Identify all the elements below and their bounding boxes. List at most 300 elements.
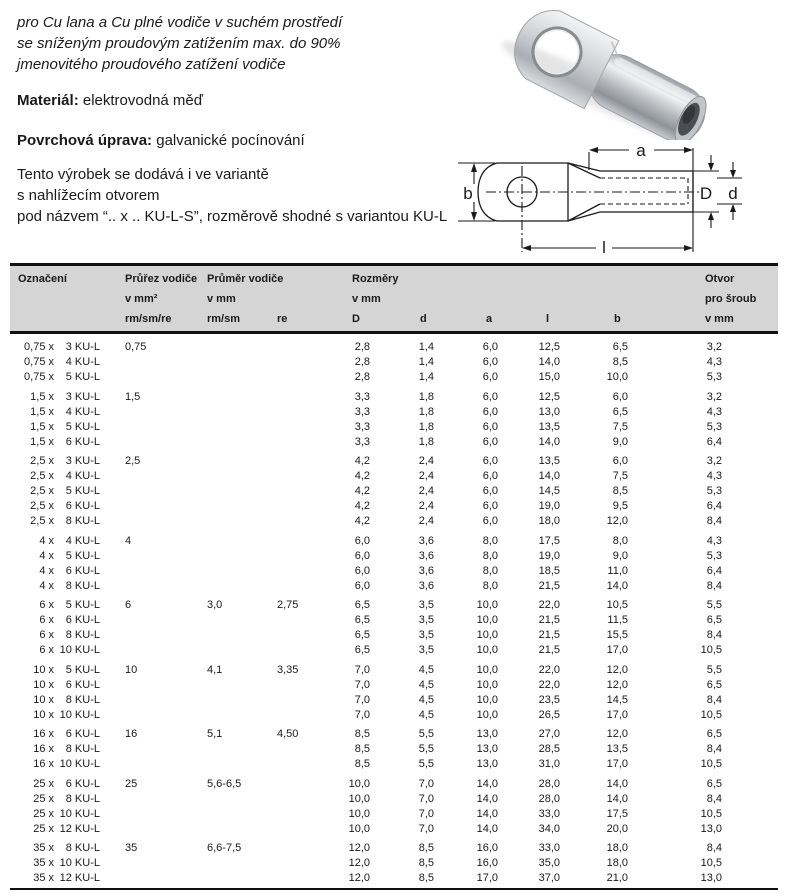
header-prumer-2: v mm xyxy=(207,293,236,305)
surface-value: galvanické pocínování xyxy=(156,132,305,149)
cell-otvor: 10,5 xyxy=(700,644,722,656)
cell-D: 12,0 xyxy=(348,872,370,884)
cell-a: 10,0 xyxy=(476,663,498,676)
table-row xyxy=(10,742,778,757)
cell-size: 6 x xyxy=(39,599,54,611)
cell-size: 4 x xyxy=(39,549,54,562)
table-group xyxy=(10,454,778,529)
cell-rmsm xyxy=(198,435,275,450)
cell-otvor: 6,4 xyxy=(706,435,722,448)
cell-otvor: 6,5 xyxy=(706,614,722,626)
cell-l: 12,5 xyxy=(538,390,560,403)
cell-type: 8 KU-L xyxy=(65,629,100,641)
cell-l: 28,0 xyxy=(538,792,560,805)
cell-prurez: 2,5 xyxy=(125,455,141,467)
cell-a: 10,0 xyxy=(476,644,498,656)
cell-a: 10,0 xyxy=(476,629,498,641)
cell-otvor: 10,5 xyxy=(700,758,722,770)
cell-re: 2,75 xyxy=(277,599,299,611)
cell-D: 12,0 xyxy=(348,842,370,854)
cell-l: 13,5 xyxy=(538,420,560,433)
cell-b: 12,0 xyxy=(606,663,628,676)
cell-a: 13,0 xyxy=(476,728,498,740)
cell-type: 12 KU-L xyxy=(59,822,100,835)
table-row xyxy=(10,340,778,355)
cell-l: 18,0 xyxy=(538,515,560,527)
surface-line xyxy=(17,132,305,149)
cell-size: 35 x xyxy=(33,857,54,869)
cell-prurez xyxy=(100,435,198,450)
cell-b: 20,0 xyxy=(606,822,628,835)
header-dim-b: b xyxy=(614,313,621,325)
table-group xyxy=(10,841,778,886)
cell-prurez xyxy=(100,549,198,564)
cell-prurez xyxy=(100,807,198,822)
cell-d: 1,8 xyxy=(418,435,434,448)
cell-otvor: 10,5 xyxy=(700,857,722,869)
cell-re xyxy=(275,549,330,564)
cell-re xyxy=(275,792,330,807)
cell-type: 10 KU-L xyxy=(59,708,100,721)
table-group xyxy=(10,534,778,594)
cell-l: 18,5 xyxy=(538,564,560,577)
material-label: Materiál: xyxy=(17,92,79,109)
cell-prurez xyxy=(100,742,198,757)
table-row xyxy=(10,390,778,405)
table-group xyxy=(10,598,778,658)
cell-a: 6,0 xyxy=(482,390,498,403)
cell-rmsm xyxy=(198,514,275,529)
material-value: elektrovodná měď xyxy=(82,92,203,109)
cell-prurez xyxy=(100,856,198,871)
cell-a: 6,0 xyxy=(482,341,498,353)
cell-prurez xyxy=(100,643,198,658)
cell-b: 7,5 xyxy=(612,420,628,433)
cell-b: 14,0 xyxy=(606,777,628,790)
cell-l: 13,5 xyxy=(538,455,560,467)
cell-re xyxy=(275,390,330,405)
cell-size: 2,5 x xyxy=(30,500,54,512)
cell-rmsm xyxy=(198,613,275,628)
cell-a: 8,0 xyxy=(482,534,498,547)
cell-size: 10 x xyxy=(33,693,54,706)
table-row xyxy=(10,727,778,742)
cell-otvor: 8,4 xyxy=(706,515,722,527)
cell-size: 0,75 x xyxy=(24,356,54,368)
cell-l: 17,5 xyxy=(538,534,560,547)
cell-d: 4,5 xyxy=(418,663,434,676)
cell-D: 10,0 xyxy=(348,822,370,835)
cell-re xyxy=(275,807,330,822)
cell-D: 6,0 xyxy=(354,549,370,562)
table-row xyxy=(10,757,778,772)
cell-b: 12,0 xyxy=(606,728,628,740)
cell-b: 10,0 xyxy=(606,371,628,383)
cell-d: 3,5 xyxy=(418,629,434,641)
cell-d: 3,5 xyxy=(418,644,434,656)
material-line xyxy=(17,92,203,109)
cell-rmsm: 5,1 xyxy=(207,728,223,740)
cell-type: 8 KU-L xyxy=(65,693,100,706)
cell-d: 8,5 xyxy=(418,872,434,884)
header-rozmery-2: v mm xyxy=(352,293,381,305)
cell-type: 6 KU-L xyxy=(65,728,100,740)
cell-l: 13,0 xyxy=(538,405,560,418)
cell-b: 8,0 xyxy=(612,534,628,547)
cell-type: 6 KU-L xyxy=(65,500,100,512)
cell-size: 10 x xyxy=(33,663,54,676)
cell-b: 6,5 xyxy=(612,341,628,353)
cell-l: 14,0 xyxy=(538,470,560,482)
cell-prurez xyxy=(100,469,198,484)
cell-b: 17,0 xyxy=(606,644,628,656)
cell-size: 10 x xyxy=(33,708,54,721)
cell-a: 6,0 xyxy=(482,500,498,512)
cell-D: 10,0 xyxy=(348,777,370,790)
cell-rmsm: 3,0 xyxy=(207,599,223,611)
header-prumer-3: rm/sm xyxy=(207,313,241,325)
cell-type: 8 KU-L xyxy=(65,579,100,592)
cell-type: 6 KU-L xyxy=(65,614,100,626)
cell-otvor: 6,5 xyxy=(706,728,722,740)
cell-size: 1,5 x xyxy=(30,405,54,418)
table-row xyxy=(10,370,778,385)
cell-otvor: 5,3 xyxy=(706,371,722,383)
cell-rmsm xyxy=(198,340,275,355)
cell-D: 6,0 xyxy=(354,564,370,577)
cell-otvor: 13,0 xyxy=(700,822,722,835)
cell-otvor: 8,4 xyxy=(706,629,722,641)
cell-re xyxy=(275,856,330,871)
cell-D: 7,0 xyxy=(354,663,370,676)
dim-label-l: l xyxy=(602,238,606,257)
cell-otvor: 6,5 xyxy=(706,777,722,790)
variant-line: pod názvem “.. x .. KU-L-S”, rozměrově shodné s variantou KU-L xyxy=(17,208,448,225)
cell-re xyxy=(275,435,330,450)
cell-rmsm xyxy=(198,757,275,772)
cell-otvor: 4,3 xyxy=(706,356,722,368)
cell-type: 3 KU-L xyxy=(65,341,100,353)
cell-D: 4,2 xyxy=(354,515,370,527)
table-body xyxy=(10,337,778,886)
cell-rmsm xyxy=(198,678,275,693)
cell-l: 28,0 xyxy=(538,777,560,790)
cell-prurez xyxy=(100,499,198,514)
cell-a: 8,0 xyxy=(482,549,498,562)
cell-b: 6,5 xyxy=(612,405,628,418)
cell-d: 4,5 xyxy=(418,693,434,706)
cell-otvor: 3,2 xyxy=(706,341,722,353)
cell-b: 21,0 xyxy=(606,872,628,884)
cell-a: 17,0 xyxy=(476,872,498,884)
cell-size: 1,5 x xyxy=(30,390,54,403)
cell-d: 3,6 xyxy=(418,549,434,562)
cell-type: 3 KU-L xyxy=(65,455,100,467)
table-row xyxy=(10,549,778,564)
header-dim-d: d xyxy=(420,313,427,325)
variant-paragraph xyxy=(17,164,447,227)
cell-otvor: 5,3 xyxy=(706,420,722,433)
cell-b: 18,0 xyxy=(606,842,628,854)
table-row xyxy=(10,841,778,856)
cell-size: 25 x xyxy=(33,792,54,805)
cell-d: 4,5 xyxy=(418,678,434,691)
cell-re xyxy=(275,678,330,693)
cell-b: 14,5 xyxy=(606,693,628,706)
cell-D: 4,2 xyxy=(354,455,370,467)
cell-type: 6 KU-L xyxy=(65,777,100,790)
cell-d: 4,5 xyxy=(418,708,434,721)
table-row xyxy=(10,484,778,499)
cell-l: 35,0 xyxy=(538,857,560,869)
cell-a: 6,0 xyxy=(482,405,498,418)
cell-rmsm xyxy=(198,742,275,757)
cell-prurez xyxy=(100,792,198,807)
table-row xyxy=(10,643,778,658)
cell-D: 6,0 xyxy=(354,534,370,547)
cell-re xyxy=(275,871,330,886)
cell-otvor: 3,2 xyxy=(706,455,722,467)
cell-rmsm xyxy=(198,370,275,385)
cell-otvor: 4,3 xyxy=(706,534,722,547)
cell-prurez: 6 xyxy=(125,599,132,611)
cell-rmsm xyxy=(198,856,275,871)
table-row xyxy=(10,871,778,886)
cell-D: 7,0 xyxy=(354,678,370,691)
cell-b: 18,0 xyxy=(606,857,628,869)
table-row xyxy=(10,435,778,450)
cell-prurez: 1,5 xyxy=(125,390,141,403)
cell-a: 14,0 xyxy=(476,807,498,820)
cell-otvor: 6,4 xyxy=(706,500,722,512)
cell-size: 0,75 x xyxy=(24,371,54,383)
cell-l: 33,0 xyxy=(538,842,560,854)
cell-otvor: 8,4 xyxy=(706,743,722,755)
header-oznaceni: Označení xyxy=(18,273,67,285)
cell-type: 10 KU-L xyxy=(59,758,100,770)
cell-d: 8,5 xyxy=(418,842,434,854)
cell-size: 35 x xyxy=(33,842,54,854)
cell-l: 27,0 xyxy=(538,728,560,740)
cell-rmsm xyxy=(198,822,275,837)
intro-line: se sníženým proudovým zatížením max. do 90% xyxy=(17,35,341,52)
cell-rmsm xyxy=(198,693,275,708)
cell-l: 31,0 xyxy=(538,758,560,770)
table-row xyxy=(10,807,778,822)
cell-d: 1,8 xyxy=(418,405,434,418)
cell-a: 6,0 xyxy=(482,435,498,448)
cell-otvor: 10,5 xyxy=(700,708,722,721)
cell-l: 33,0 xyxy=(538,807,560,820)
cell-a: 8,0 xyxy=(482,564,498,577)
cell-d: 3,6 xyxy=(418,579,434,592)
header-prurez-1: Průřez vodiče xyxy=(125,273,198,285)
cell-prurez: 35 xyxy=(125,842,138,854)
cell-re xyxy=(275,628,330,643)
table-row xyxy=(10,678,778,693)
cell-l: 28,5 xyxy=(538,743,560,755)
cell-D: 2,8 xyxy=(354,341,370,353)
cell-otvor: 5,5 xyxy=(706,599,722,611)
cell-type: 5 KU-L xyxy=(65,549,100,562)
cell-rmsm xyxy=(198,420,275,435)
table-row xyxy=(10,598,778,613)
divider-line-bottom xyxy=(10,888,778,890)
cell-rmsm xyxy=(198,499,275,514)
cell-b: 11,0 xyxy=(607,564,628,577)
cell-size: 2,5 x xyxy=(30,485,54,497)
cell-D: 4,2 xyxy=(354,500,370,512)
table-row xyxy=(10,579,778,594)
cell-d: 3,6 xyxy=(418,564,434,577)
cell-type: 10 KU-L xyxy=(59,857,100,869)
cell-rmsm xyxy=(198,549,275,564)
cell-type: 5 KU-L xyxy=(65,599,100,611)
cell-re xyxy=(275,370,330,385)
cell-b: 13,5 xyxy=(606,743,628,755)
cell-re xyxy=(275,708,330,723)
dimension-diagram xyxy=(450,133,788,263)
cell-b: 6,0 xyxy=(612,390,628,403)
cell-size: 25 x xyxy=(33,822,54,835)
table-row xyxy=(10,405,778,420)
cell-l: 26,5 xyxy=(538,708,560,721)
cell-rmsm: 5,6-6,5 xyxy=(207,777,242,790)
cell-otvor: 8,4 xyxy=(706,693,722,706)
cell-D: 3,3 xyxy=(354,420,370,433)
cell-l: 22,0 xyxy=(538,599,560,611)
cell-size: 4 x xyxy=(39,534,54,547)
cell-l: 19,0 xyxy=(538,500,560,512)
cell-prurez xyxy=(100,355,198,370)
cell-D: 2,8 xyxy=(354,371,370,383)
cell-type: 8 KU-L xyxy=(65,792,100,805)
cell-b: 17,0 xyxy=(606,708,628,721)
table-row xyxy=(10,534,778,549)
cell-re xyxy=(275,777,330,792)
cell-type: 8 KU-L xyxy=(65,515,100,527)
cell-D: 6,5 xyxy=(354,614,370,626)
dim-label-a: a xyxy=(636,141,646,160)
cell-a: 6,0 xyxy=(482,485,498,497)
cell-size: 10 x xyxy=(33,678,54,691)
cell-d: 7,0 xyxy=(418,792,434,805)
cell-re xyxy=(275,420,330,435)
cell-otvor: 8,4 xyxy=(706,792,722,805)
cell-re xyxy=(275,355,330,370)
cell-rmsm xyxy=(198,708,275,723)
cell-type: 8 KU-L xyxy=(65,842,100,854)
cell-a: 6,0 xyxy=(482,515,498,527)
cell-prurez xyxy=(100,822,198,837)
cell-type: 12 KU-L xyxy=(59,872,100,884)
table-row xyxy=(10,499,778,514)
cell-D: 4,2 xyxy=(354,470,370,482)
cell-re: 3,35 xyxy=(277,663,299,676)
cell-otvor: 3,2 xyxy=(706,390,722,403)
cell-D: 6,0 xyxy=(354,579,370,592)
cell-l: 37,0 xyxy=(538,872,560,884)
table-row xyxy=(10,708,778,723)
cell-rmsm xyxy=(198,355,275,370)
cell-l: 12,5 xyxy=(538,341,560,353)
cell-re xyxy=(275,340,330,355)
cell-size: 25 x xyxy=(33,777,54,790)
table-row xyxy=(10,628,778,643)
cell-re xyxy=(275,757,330,772)
cell-re xyxy=(275,693,330,708)
cell-prurez xyxy=(100,579,198,594)
cell-d: 2,4 xyxy=(418,455,434,467)
cell-D: 6,5 xyxy=(354,644,370,656)
cell-otvor: 6,5 xyxy=(706,678,722,691)
cell-b: 17,5 xyxy=(606,807,628,820)
table-group xyxy=(10,777,778,837)
cell-otvor: 4,3 xyxy=(706,470,722,482)
cell-size: 6 x xyxy=(39,629,54,641)
cell-rmsm xyxy=(198,390,275,405)
cell-d: 7,0 xyxy=(418,777,434,790)
cell-d: 5,5 xyxy=(418,743,434,755)
cell-re xyxy=(275,405,330,420)
cell-prurez xyxy=(100,693,198,708)
cell-l: 22,0 xyxy=(538,663,560,676)
cell-b: 10,5 xyxy=(606,599,628,611)
cell-size: 35 x xyxy=(33,872,54,884)
table-row xyxy=(10,454,778,469)
cell-prurez xyxy=(100,871,198,886)
cell-type: 4 KU-L xyxy=(65,405,100,418)
cell-rmsm xyxy=(198,534,275,549)
cell-D: 8,5 xyxy=(354,728,370,740)
cell-rmsm xyxy=(198,564,275,579)
cell-rmsm xyxy=(198,792,275,807)
cell-a: 14,0 xyxy=(476,822,498,835)
table-group xyxy=(10,340,778,385)
cell-a: 13,0 xyxy=(476,743,498,755)
cell-type: 3 KU-L xyxy=(65,390,100,403)
cell-rmsm xyxy=(198,484,275,499)
cell-d: 1,8 xyxy=(418,420,434,433)
cell-prurez: 4 xyxy=(125,534,132,547)
cell-D: 2,8 xyxy=(354,356,370,368)
cell-b: 15,5 xyxy=(606,629,628,641)
cell-a: 6,0 xyxy=(482,470,498,482)
table-row xyxy=(10,663,778,678)
cell-l: 14,0 xyxy=(538,435,560,448)
header-rozmery-1: Rozměry xyxy=(352,273,399,285)
cell-D: 3,3 xyxy=(354,435,370,448)
cell-D: 7,0 xyxy=(354,693,370,706)
table-row xyxy=(10,693,778,708)
cell-otvor: 5,3 xyxy=(706,485,722,497)
cell-D: 3,3 xyxy=(354,390,370,403)
table-row xyxy=(10,564,778,579)
cell-size: 6 x xyxy=(39,614,54,626)
dim-label-b: b xyxy=(463,184,473,203)
cell-prurez xyxy=(100,757,198,772)
cell-b: 9,5 xyxy=(612,500,628,512)
cell-b: 17,0 xyxy=(606,758,628,770)
cell-type: 6 KU-L xyxy=(65,564,100,577)
table-row xyxy=(10,777,778,792)
header-prurez-3: rm/sm/re xyxy=(125,313,172,325)
cell-a: 16,0 xyxy=(476,842,498,854)
header-re: re xyxy=(277,313,288,325)
cell-prurez: 0,75 xyxy=(125,341,147,353)
cell-rmsm xyxy=(198,807,275,822)
cell-b: 9,0 xyxy=(612,549,628,562)
